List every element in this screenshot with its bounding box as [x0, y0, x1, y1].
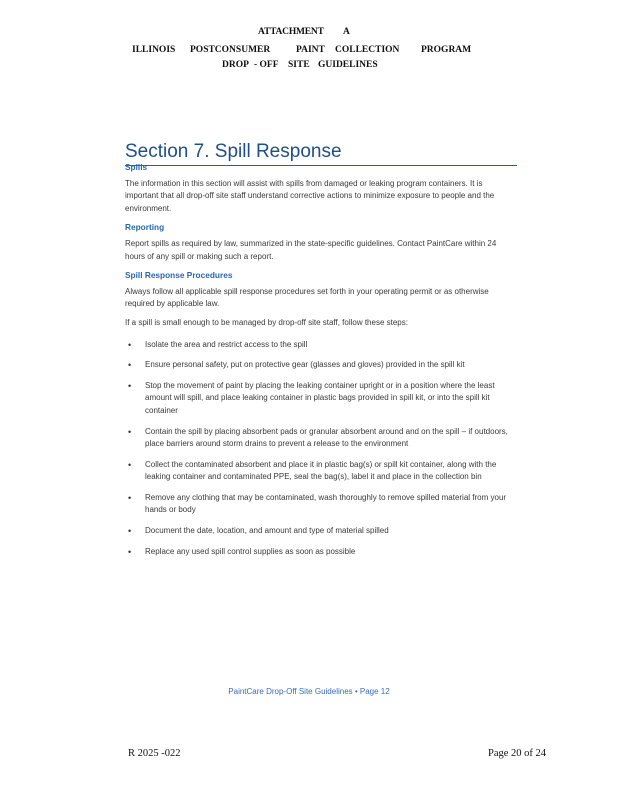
list-item-text: Isolate the area and restrict access to the spill	[145, 339, 308, 349]
header-attachment-word: ATTACHMENT	[258, 27, 324, 37]
header-word: PAINT	[296, 45, 325, 55]
list-item-text: Stop the movement of paint by placing the leaking container upright or in a position where the least amount will spill, and place leaking container in plastic bags provided in spill kit, or into the spill kit container	[145, 380, 495, 415]
reporting-heading: Reporting	[125, 222, 165, 233]
section-title: Section 7. Spill Response	[125, 141, 517, 166]
list-item	[125, 525, 517, 538]
bullet-icon: •	[128, 459, 132, 470]
list-item-text: Collect the contaminated absorbent and place it in plastic bag(s) or spill kit container, along with the leaking container and contaminated PPE, seal the bag(s), label it and place in the collection bin	[145, 459, 497, 482]
page-footer-guidelines: PaintCare Drop-Off Site Guidelines • Page 12	[228, 687, 390, 696]
bullet-icon: •	[128, 360, 132, 371]
list-item	[125, 359, 517, 372]
header-word: - OFF	[254, 60, 279, 70]
list-item-text: Document the date, location, and amount and type of material spilled	[145, 526, 389, 536]
procedures-intro: If a spill is small enough to be managed by drop-off site staff, follow these steps:	[125, 317, 408, 327]
header-word: ILLINOIS	[132, 45, 176, 55]
procedures-paragraph: Always follow all applicable spill response procedures set forth in your operating permit or as otherwise required by applicable law.	[125, 286, 489, 309]
header-word: COLLECTION	[335, 45, 400, 55]
header-word: DROP	[222, 60, 249, 70]
header-word: SITE	[288, 60, 310, 70]
bullet-icon: •	[128, 492, 132, 503]
list-item	[125, 546, 517, 559]
bullet-icon: •	[128, 426, 132, 437]
procedures-heading: Spill Response Procedures	[125, 270, 233, 281]
list-item	[125, 380, 517, 418]
spills-paragraph: The information in this section will assist with spills from damaged or leaking program containers. It is important that all drop-off site staff understand corrective actions to minimize exposure to people and the environment.	[125, 178, 495, 213]
list-item	[125, 459, 517, 484]
list-item-text: Replace any used spill control supplies as soon as possible	[145, 546, 356, 556]
list-item	[125, 492, 517, 517]
header-word: PROGRAM	[421, 45, 472, 55]
header-word: GUIDELINES	[318, 60, 378, 70]
list-item-text: Contain the spill by placing absorbent pads or granular absorbent around and on the spill – if outdoors, place barriers around storm drains to prevent a release to the environment	[145, 426, 508, 449]
bullet-icon: •	[128, 546, 132, 557]
bullet-icon: •	[128, 526, 132, 537]
section-body	[125, 161, 517, 566]
header-attachment-letter: A	[343, 27, 350, 37]
list-item	[125, 339, 517, 352]
page-number: Page 20 of 24	[488, 748, 547, 759]
list-item-text: Ensure personal safety, put on protective gear (glasses and gloves) provided in the spill kit	[145, 360, 465, 370]
list-item-text: Remove any clothing that may be contaminated, wash thoroughly to remove spilled material from your hands or body	[145, 492, 507, 515]
list-item	[125, 426, 517, 451]
bullet-icon: •	[128, 339, 132, 350]
document-number: R 2025 -022	[128, 748, 181, 759]
header-word: POSTCONSUMER	[190, 45, 271, 55]
bullet-icon: •	[128, 380, 132, 391]
spills-heading: Spills	[125, 162, 148, 172]
spill-steps-list	[125, 339, 517, 559]
reporting-paragraph: Report spills as required by law, summarized in the state-specific guidelines. Contact PaintCare within 24 hours of any spill or making such a report.	[125, 238, 497, 261]
